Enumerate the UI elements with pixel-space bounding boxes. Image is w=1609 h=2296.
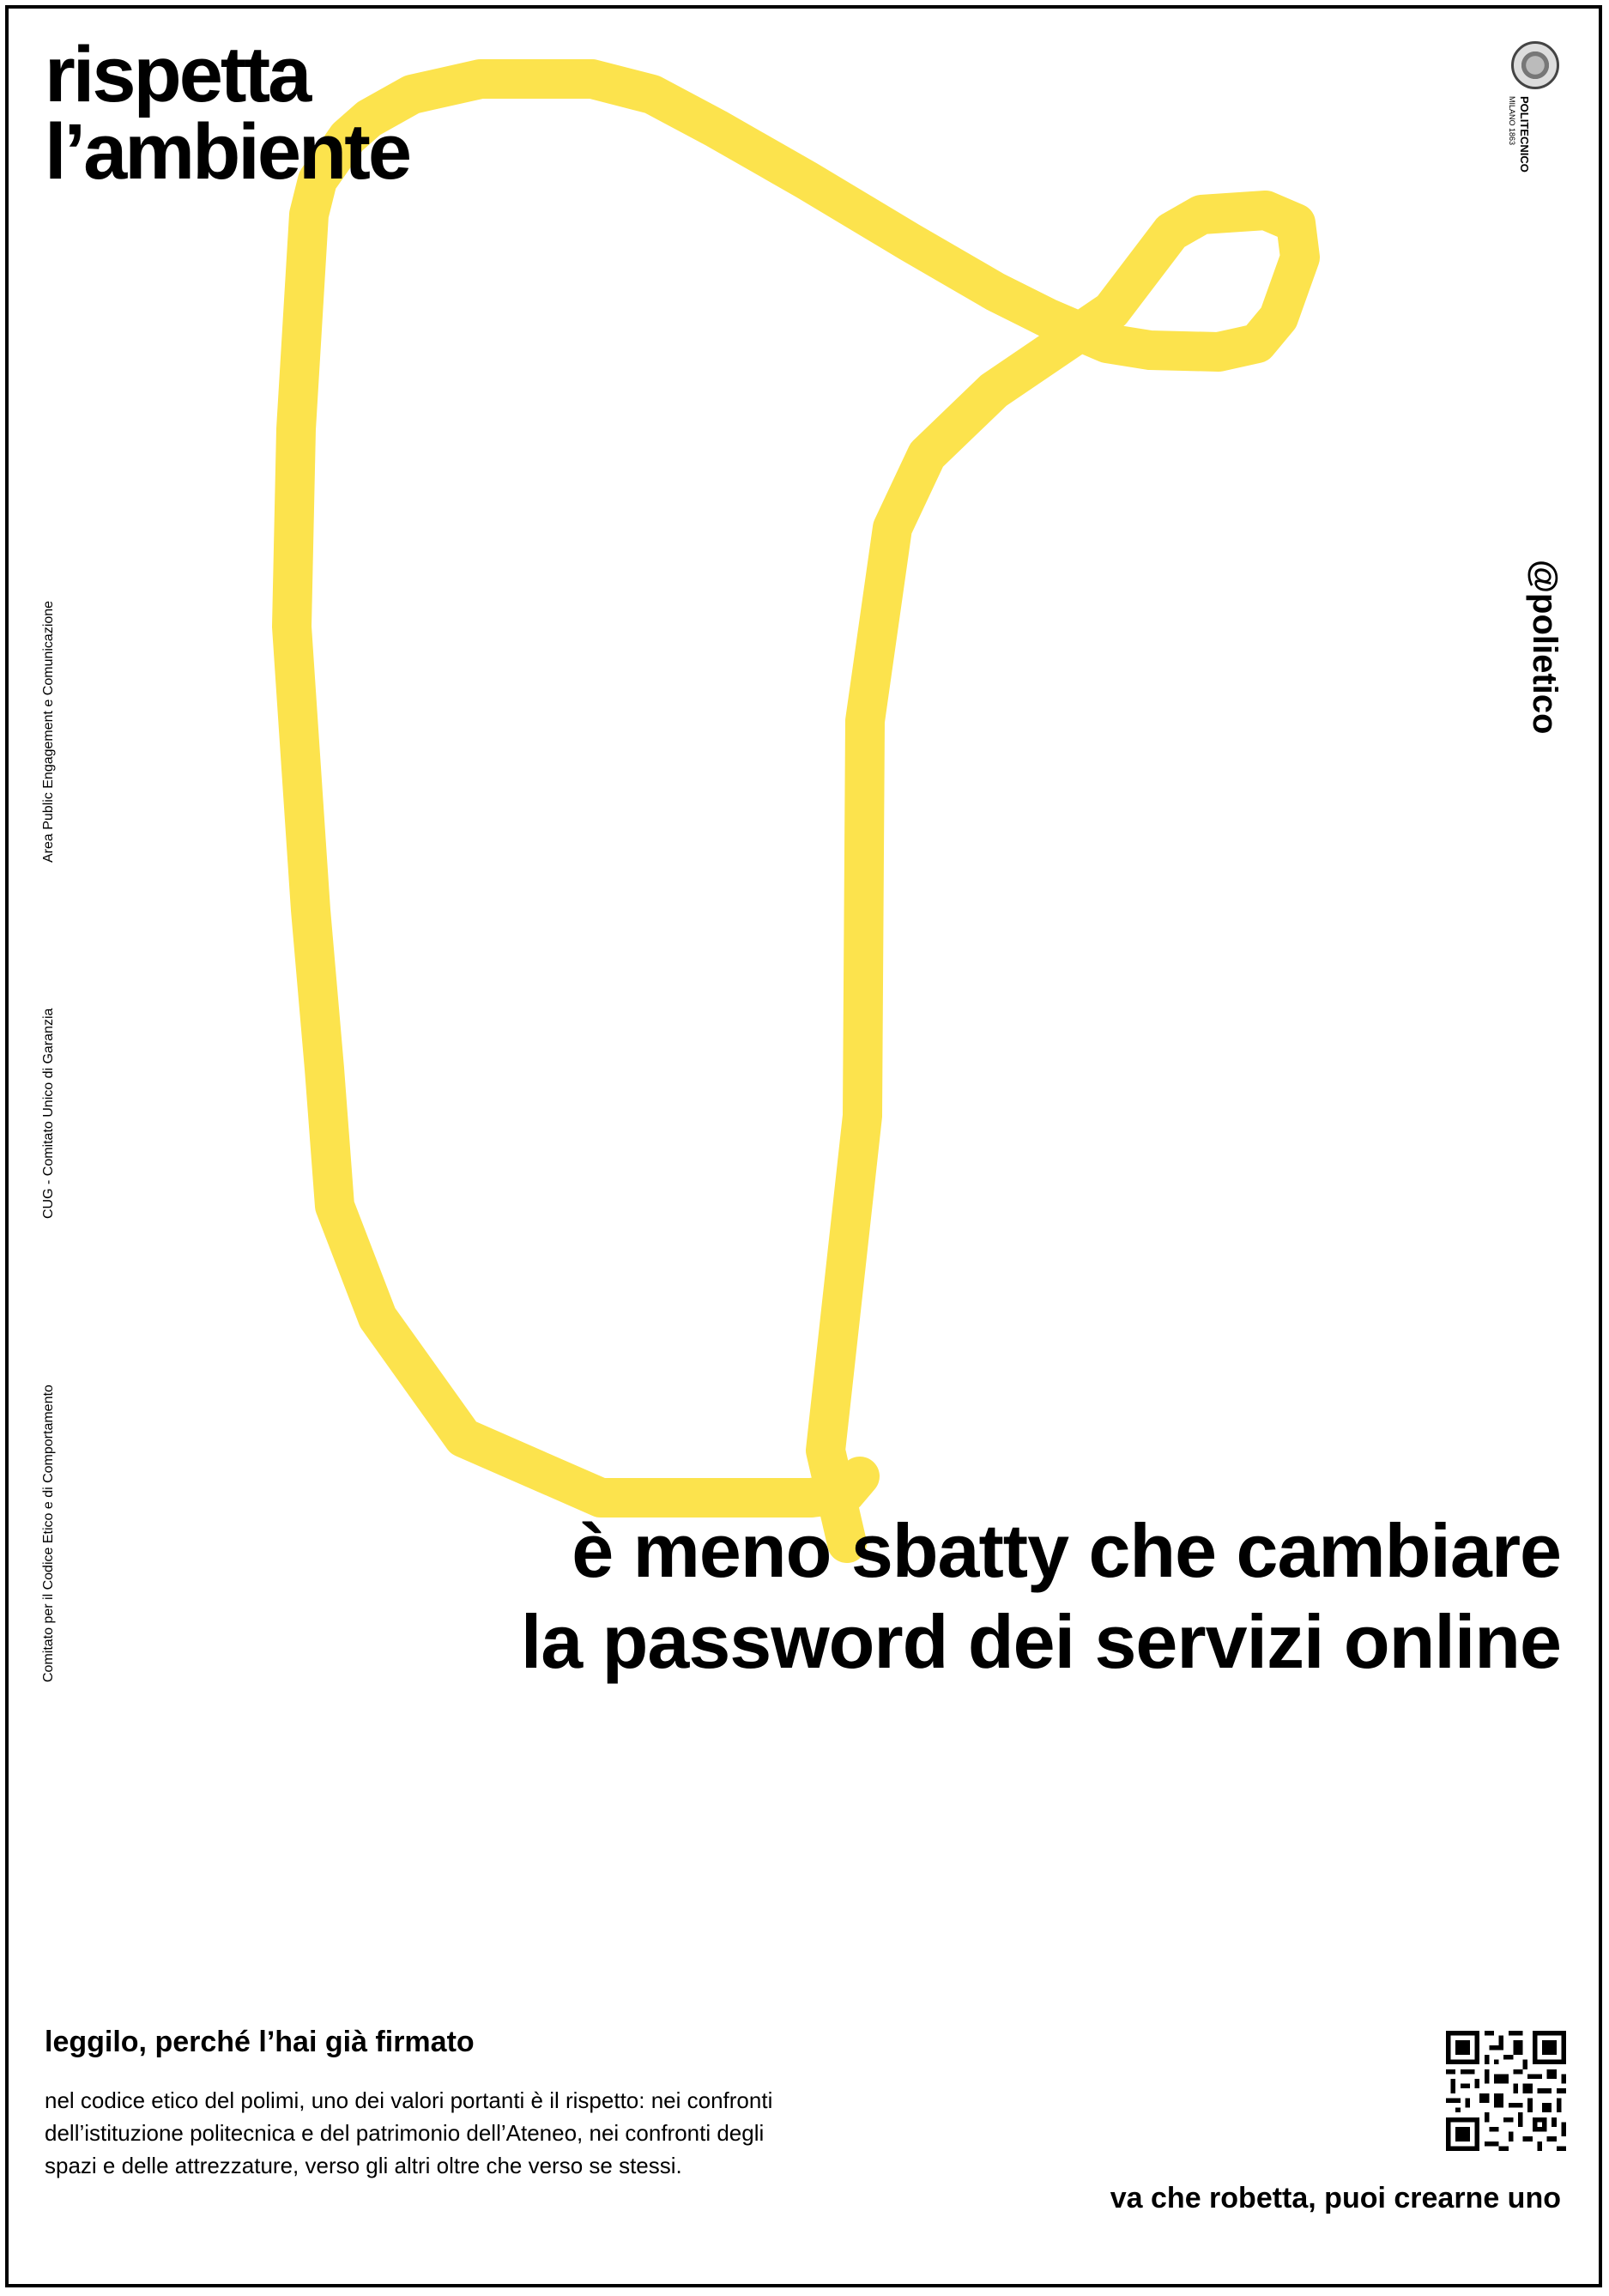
logo-subtitle: MILANO 1863: [1508, 96, 1516, 146]
poster-headline: [521, 1505, 1561, 1687]
qr-code-icon[interactable]: [1446, 2031, 1566, 2151]
university-seal-icon: [1511, 41, 1559, 89]
headline-line-1: è meno sbatty che cambiare: [572, 1508, 1561, 1593]
side-label-cug: CUG - Comitato Unico di Garanzia: [41, 1008, 56, 1219]
footer-heading: leggilo, perché l’hai già firmato: [45, 2026, 475, 2058]
logo-text: [1506, 96, 1530, 208]
title-line-2: l’ambiente: [45, 108, 410, 197]
politecnico-logo: [1508, 41, 1563, 173]
headline-line-2: la password dei servizi online: [520, 1598, 1561, 1684]
social-handle: @polietico: [1526, 560, 1564, 735]
qr-call-to-action: va che robetta, puoi crearne uno: [1110, 2182, 1561, 2214]
title-line-1: rispetta: [45, 31, 310, 118]
poster-title: [45, 31, 410, 197]
poster-frame: [5, 5, 1602, 2287]
side-label-codice-etico: Comitato per il Codice Etico e di Comportamento: [41, 1384, 56, 1682]
side-label-area-public-engagement: Area Public Engagement e Comunicazione: [41, 600, 56, 863]
logo-name: POLITECNICO: [1518, 96, 1531, 173]
footer-body: nel codice etico del polimi, uno dei valori portanti è il rispetto: nei confronti dell’istituzione politecnica e del patrimonio dell’Ateneo, nei confronti degli spazi e delle attrezzature, verso gli altri oltre che verso se stessi.: [45, 2087, 773, 2178]
